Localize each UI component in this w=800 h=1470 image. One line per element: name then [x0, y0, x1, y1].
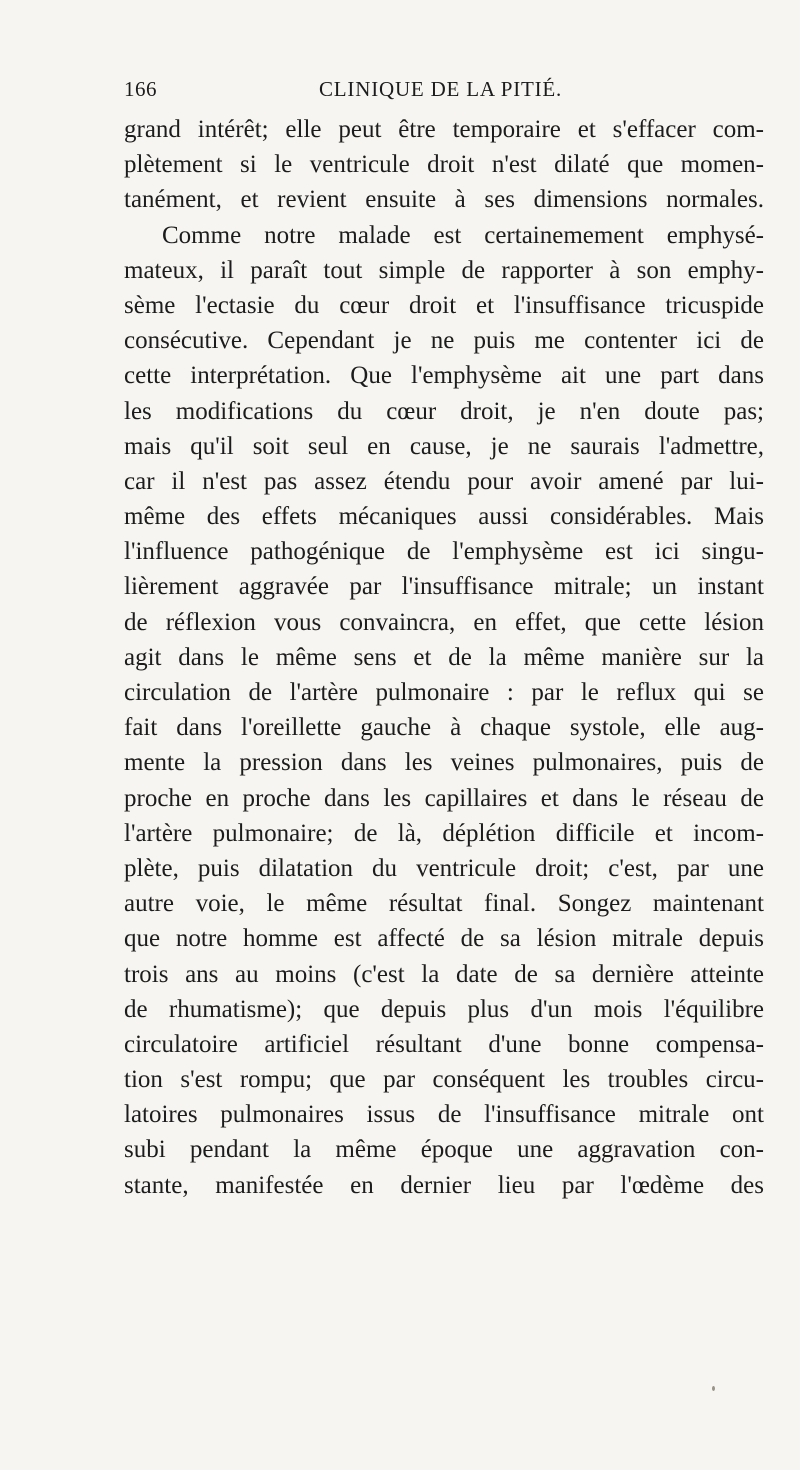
body-text	[124, 112, 764, 1203]
text-line: que notre homme est affecté de sa lésion mitrale depuis	[124, 925, 764, 953]
text-line: subi pendant la même époque une aggravation con-	[124, 1136, 764, 1164]
text-line: grand intérêt; elle peut être temporaire et s'effacer com-	[124, 116, 764, 143]
text-line: mente la pression dans les veines pulmonaires, puis de	[124, 749, 764, 777]
text-line: mateux, il paraît tout simple de rapporter à son emphy-	[124, 256, 764, 284]
text-line: latoires pulmonaires issus de l'insuffisance mitrale ont	[124, 1101, 764, 1129]
page-number: 166	[124, 77, 157, 101]
text-line: tion s'est rompu; que par conséquent les troubles circu-	[124, 1066, 764, 1094]
text-line: mais qu'il soit seul en cause, je ne saurais l'admettre,	[124, 432, 764, 460]
text-line: cette interprétation. Que l'emphysème ait une part dans	[124, 362, 764, 390]
text-line: autre voie, le même résultat final. Songez maintenant	[124, 890, 764, 918]
text-line: de réflexion vous convaincra, en effet, que cette lésion	[124, 608, 764, 636]
ink-speck	[712, 1386, 715, 1391]
text-line: circulation de l'artère pulmonaire : par le reflux qui se	[124, 679, 764, 706]
text-line: lièrement aggravée par l'insuffisance mitrale; un instant	[124, 573, 764, 601]
text-line: les modifications du cœur droit, je n'en doute pas;	[124, 397, 764, 425]
text-line: plètement si le ventricule droit n'est dilaté que momen-	[124, 151, 764, 179]
text-line: fait dans l'oreillette gauche à chaque systole, elle aug-	[124, 714, 764, 742]
running-title: CLINIQUE DE LA PITIÉ.	[319, 77, 563, 101]
text-line: agit dans le même sens et de la même manière sur la	[124, 643, 764, 671]
text-line: de rhumatisme); que depuis plus d'un mois l'équilibre	[124, 995, 764, 1023]
text-line: proche en proche dans les capillaires et dans le réseau de	[124, 784, 764, 812]
text-line: Comme notre malade est certainemement emphysé-	[162, 221, 764, 249]
text-line: stante, manifestée en dernier lieu par l'œdème des	[124, 1171, 764, 1199]
text-line: car il n'est pas assez étendu pour avoir amené par lui-	[124, 467, 764, 495]
text-line: l'influence pathogénique de l'emphysème est ici singu-	[124, 538, 764, 566]
text-line: l'artère pulmonaire; de là, déplétion difficile et incom-	[124, 819, 764, 847]
text-line: trois ans au moins (c'est la date de sa dernière atteinte	[124, 960, 764, 988]
text-line: consécutive. Cependant je ne puis me contenter ici de	[124, 327, 764, 355]
text-line: tanément, et revient ensuite à ses dimensions normales.	[124, 186, 764, 214]
text-line: plète, puis dilatation du ventricule droit; c'est, par une	[124, 854, 764, 882]
text-line: sème l'ectasie du cœur droit et l'insuffisance tricuspide	[124, 291, 764, 319]
text-line: même des effets mécaniques aussi considérables. Mais	[124, 503, 764, 531]
running-header	[124, 77, 579, 107]
text-line: circulatoire artificiel résultant d'une bonne compensa-	[124, 1030, 764, 1058]
